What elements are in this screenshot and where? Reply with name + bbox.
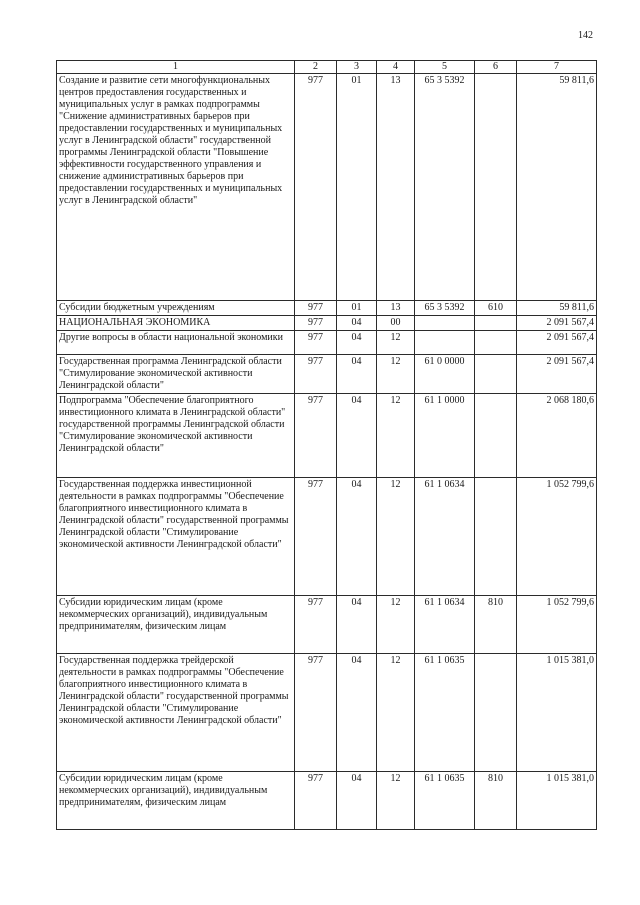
- cell-ministry-code: 977: [295, 596, 337, 654]
- cell-amount: 59 811,6: [517, 301, 597, 316]
- row-name: Государственная поддержка трейдерской деятельности в рамках подпрограммы "Обеспечение благоприятного инвестиционного климата в Ленинградской области" государственной программы Ленинградской области "Стимулирование экономической активности Ленинградской области": [57, 654, 295, 772]
- cell-expense-type: [475, 394, 517, 478]
- cell-amount: 2 091 567,4: [517, 331, 597, 355]
- cell-subsection: 12: [377, 772, 415, 830]
- cell-expense-type: [475, 355, 517, 394]
- column-header: 4: [377, 61, 415, 74]
- cell-subsection: 12: [377, 331, 415, 355]
- table-row: [57, 316, 597, 331]
- cell-expense-type: [475, 331, 517, 355]
- cell-target-article: [415, 331, 475, 355]
- cell-subsection: 12: [377, 355, 415, 394]
- cell-section: 04: [337, 316, 377, 331]
- cell-amount: 1 015 381,0: [517, 654, 597, 772]
- cell-section: 04: [337, 355, 377, 394]
- row-name: Подпрограмма "Обеспечение благоприятного инвестиционного климата в Ленинградской области" государственной программы Ленинградской области "Стимулирование экономической активности Ленинградской области": [57, 394, 295, 478]
- table-row: [57, 301, 597, 316]
- cell-section: 04: [337, 331, 377, 355]
- row-name: Субсидии юридическим лицам (кроме некоммерческих организаций), индивидуальным предпринимателям, физическим лицам: [57, 596, 295, 654]
- table-row: [57, 74, 597, 301]
- cell-subsection: 13: [377, 74, 415, 301]
- column-header: 1: [57, 61, 295, 74]
- cell-ministry-code: 977: [295, 394, 337, 478]
- table-row: [57, 394, 597, 478]
- row-name: Государственная программа Ленинградской области "Стимулирование экономической активности Ленинградской области": [57, 355, 295, 394]
- table-row: [57, 331, 597, 355]
- column-header: 2: [295, 61, 337, 74]
- cell-ministry-code: 977: [295, 301, 337, 316]
- cell-target-article: 61 1 0634: [415, 478, 475, 596]
- cell-section: 04: [337, 394, 377, 478]
- cell-ministry-code: 977: [295, 355, 337, 394]
- table-row: [57, 654, 597, 772]
- row-name: НАЦИОНАЛЬНАЯ ЭКОНОМИКА: [57, 316, 295, 331]
- cell-amount: 2 091 567,4: [517, 316, 597, 331]
- cell-expense-type: 610: [475, 301, 517, 316]
- cell-amount: 1 052 799,6: [517, 478, 597, 596]
- row-name: Другие вопросы в области национальной экономики: [57, 331, 295, 355]
- cell-target-article: 61 1 0635: [415, 772, 475, 830]
- cell-expense-type: [475, 478, 517, 596]
- cell-section: 04: [337, 654, 377, 772]
- cell-section: 04: [337, 772, 377, 830]
- cell-subsection: 12: [377, 596, 415, 654]
- cell-expense-type: [475, 316, 517, 331]
- row-name: Субсидии бюджетным учреждениям: [57, 301, 295, 316]
- cell-section: 01: [337, 301, 377, 316]
- cell-section: 04: [337, 478, 377, 596]
- cell-subsection: 12: [377, 394, 415, 478]
- cell-subsection: 12: [377, 654, 415, 772]
- budget-table: [56, 60, 597, 830]
- cell-ministry-code: 977: [295, 478, 337, 596]
- table-row: [57, 478, 597, 596]
- cell-subsection: 12: [377, 478, 415, 596]
- column-header: 5: [415, 61, 475, 74]
- column-header: 7: [517, 61, 597, 74]
- cell-target-article: 61 1 0635: [415, 654, 475, 772]
- cell-section: 01: [337, 74, 377, 301]
- cell-ministry-code: 977: [295, 772, 337, 830]
- cell-amount: 59 811,6: [517, 74, 597, 301]
- cell-target-article: 61 1 0000: [415, 394, 475, 478]
- cell-expense-type: [475, 654, 517, 772]
- table-row: [57, 596, 597, 654]
- cell-expense-type: 810: [475, 772, 517, 830]
- cell-target-article: 65 3 5392: [415, 301, 475, 316]
- cell-subsection: 13: [377, 301, 415, 316]
- cell-target-article: [415, 316, 475, 331]
- column-header: 3: [337, 61, 377, 74]
- cell-target-article: 61 1 0634: [415, 596, 475, 654]
- cell-amount: 2 068 180,6: [517, 394, 597, 478]
- cell-ministry-code: 977: [295, 654, 337, 772]
- cell-expense-type: 810: [475, 596, 517, 654]
- cell-ministry-code: 977: [295, 316, 337, 331]
- cell-target-article: 65 3 5392: [415, 74, 475, 301]
- cell-ministry-code: 977: [295, 74, 337, 301]
- page-number: 142: [578, 30, 593, 41]
- cell-amount: 1 052 799,6: [517, 596, 597, 654]
- row-name: Субсидии юридическим лицам (кроме некоммерческих организаций), индивидуальным предпринимателям, физическим лицам: [57, 772, 295, 830]
- cell-subsection: 00: [377, 316, 415, 331]
- table-row: [57, 355, 597, 394]
- cell-amount: 2 091 567,4: [517, 355, 597, 394]
- table-header-row: [57, 61, 597, 74]
- column-header: 6: [475, 61, 517, 74]
- cell-ministry-code: 977: [295, 331, 337, 355]
- cell-amount: 1 015 381,0: [517, 772, 597, 830]
- cell-target-article: 61 0 0000: [415, 355, 475, 394]
- row-name: Создание и развитие сети многофункциональных центров предоставления государственных и муниципальных услуг в рамках подпрограммы "Снижение административных барьеров при предоставлении государственных и муниципальных услуг в Ленинградской области" государственной программы Ленинградской области "Повышение эффективности государственного управления и снижение административных барьеров при предоставлении государственных и муниципальных услуг в Ленинградской области": [57, 74, 295, 301]
- table-row: [57, 772, 597, 830]
- row-name: Государственная поддержка инвестиционной деятельности в рамках подпрограммы "Обеспечение благоприятного инвестиционного климата в Ленинградской области" государственной программы Ленинградской области "Стимулирование экономической активности Ленинградской области": [57, 478, 295, 596]
- cell-section: 04: [337, 596, 377, 654]
- cell-expense-type: [475, 74, 517, 301]
